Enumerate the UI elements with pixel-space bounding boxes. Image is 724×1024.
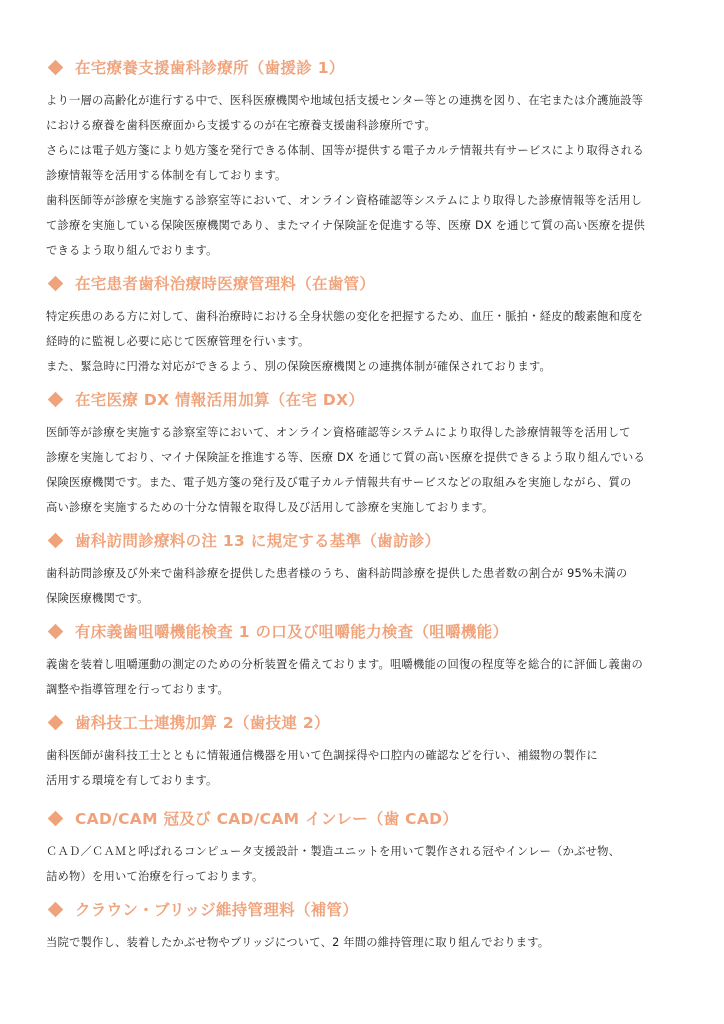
section-title: CAD/CAM 冠及び CAD/CAM インレー（歯 CAD） bbox=[75, 810, 459, 828]
section-zai-shi-kan-en-shin bbox=[46, 54, 682, 263]
section-heading bbox=[46, 527, 682, 553]
section-heading bbox=[46, 386, 682, 412]
paragraph-line: 診療を実施しており、マイナ保険証を推進する等、医療 DX を通じて質の高い医療を提供できるよう取り組んでいる bbox=[46, 451, 646, 464]
diamond-bullet-icon bbox=[48, 275, 64, 291]
diamond-bullet-icon bbox=[48, 714, 64, 730]
diamond-bullet-icon bbox=[48, 391, 64, 407]
paragraph-line: て診療を実施している保険医療機関であり、またマイナ保険証を促進する等、医療 DX を通じて質の高い医療を提供 bbox=[46, 219, 646, 232]
section-hokan bbox=[46, 896, 682, 955]
section-heading bbox=[46, 805, 682, 831]
paragraph-line: ＣＡＤ／ＣＡＭと呼ばれるコンピュータ支援設計・製造ユニットを用いて製作される冠やインレー（かぶせ物、 bbox=[46, 845, 621, 858]
paragraph-line: 歯科医師等が診療を実施する診察室等において、オンライン資格確認等システムにより取得した診療情報等を活用し bbox=[46, 194, 643, 207]
diamond-bullet-icon bbox=[48, 59, 64, 75]
section-heading bbox=[46, 896, 682, 922]
section-heading bbox=[46, 54, 682, 80]
document-page bbox=[46, 54, 682, 955]
paragraph-line: 当院で製作し、装着したかぶせ物やブリッジについて、2 年間の維持管理に取り組んでおります。 bbox=[46, 936, 550, 949]
paragraph-line: 歯科医師が歯科技工士とともに情報通信機器を用いて色調採得や口腔内の確認などを行い、補綴物の製作に bbox=[46, 749, 598, 762]
paragraph-line: 医師等が診療を実施する診察室等において、オンライン資格確認等システムにより取得した診療情報等を活用して bbox=[46, 426, 631, 439]
diamond-bullet-icon bbox=[48, 623, 64, 639]
section-soshaku-kinou bbox=[46, 618, 682, 702]
paragraph-line: 義歯を装着し咀嚼運動の測定のための分析装置を備えております。咀嚼機能の回復の程度等を総合的に評価し義歯の bbox=[46, 658, 643, 671]
section-heading bbox=[46, 618, 682, 644]
section-title: 在宅医療 DX 情報活用加算（在宅 DX） bbox=[75, 391, 365, 409]
paragraph-line: 特定疾患のある方に対して、歯科治療時における全身状態の変化を把握するため、血圧・脈拍・経皮的酸素飽和度を bbox=[46, 310, 644, 323]
section-zai-taku-dx bbox=[46, 386, 682, 520]
paragraph-line: 経時的に監視し必要に応じて医療管理を行います。 bbox=[46, 335, 310, 348]
section-shi-hou-shin bbox=[46, 527, 682, 611]
paragraph-line: 調整や指導管理を行っております。 bbox=[46, 683, 230, 696]
section-title: クラウン・ブリッジ維持管理料（補管） bbox=[75, 901, 359, 919]
paragraph-line: 診療情報等を活用する体制を有しております。 bbox=[46, 169, 287, 182]
diamond-bullet-icon bbox=[48, 532, 64, 548]
section-heading bbox=[46, 270, 682, 296]
paragraph-line: 高い診療を実施するための十分な情報を取得し及び活用して診療を実施しております。 bbox=[46, 501, 494, 514]
paragraph-line: できるよう取り組んでおります。 bbox=[46, 244, 218, 257]
paragraph-line: 保険医療機関です。 bbox=[46, 592, 149, 605]
diamond-bullet-icon bbox=[48, 901, 64, 917]
section-title: 歯科訪問診療料の注 13 に規定する基準（歯訪診） bbox=[75, 532, 441, 550]
section-zai-shi-kan bbox=[46, 270, 682, 379]
diamond-bullet-icon bbox=[48, 810, 64, 826]
paragraph-line: より一層の高齢化が進行する中で、医科医療機関や地域包括支援センター等との連携を図り、在宅または介護施設等 bbox=[46, 94, 644, 107]
paragraph-line: また、緊急時に円滑な対応ができるよう、別の保険医療機関との連携体制が確保されております。 bbox=[46, 360, 551, 373]
paragraph-line: 活用する環境を有しております。 bbox=[46, 774, 218, 787]
paragraph-line: さらには電子処方箋により処方箋を発行できる体制、国等が提供する電子カルテ情報共有サービスにより取得される bbox=[46, 144, 644, 157]
section-title: 有床義歯咀嚼機能検査 1 の口及び咀嚼能力検査（咀嚼機能） bbox=[75, 623, 509, 641]
paragraph-line: 歯科訪問診療及び外来で歯科診療を提供した患者様のうち、歯科訪問診療を提供した患者数の割合が 95%未満の bbox=[46, 567, 628, 580]
paragraph-line: 詰め物）を用いて治療を行っております。 bbox=[46, 870, 264, 883]
section-shi-cad bbox=[46, 805, 682, 889]
section-shi-gi-ren-2 bbox=[46, 709, 682, 793]
paragraph-line: 保険医療機関です。また、電子処方箋の発行及び電子カルテ情報共有サービスなどの取組みを実施しながら、質の bbox=[46, 476, 632, 489]
section-title: 在宅患者歯科治療時医療管理料（在歯管） bbox=[75, 275, 376, 293]
paragraph-line: における療養を歯科医療面から支援するのが在宅療養支援歯科診療所です。 bbox=[46, 119, 436, 132]
section-heading bbox=[46, 709, 682, 735]
section-title: 在宅療養支援歯科診療所（歯援診 1） bbox=[75, 59, 345, 77]
section-title: 歯科技工士連携加算 2（歯技連 2） bbox=[75, 714, 330, 732]
